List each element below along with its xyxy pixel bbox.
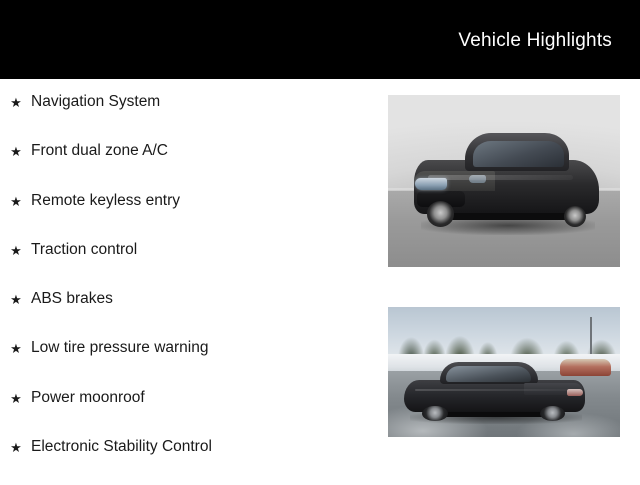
feature-label: Remote keyless entry xyxy=(31,191,181,209)
list-item xyxy=(8,140,368,189)
feature-label: Front dual zone A/C xyxy=(31,142,168,160)
list-item xyxy=(8,436,368,485)
star-bullet-icon: ★ xyxy=(10,440,22,456)
feature-label: ABS brakes xyxy=(31,290,113,308)
car-taillight xyxy=(567,389,583,396)
list-item xyxy=(8,387,368,436)
feature-label: Low tire pressure warning xyxy=(31,339,209,357)
slide-content xyxy=(0,79,640,480)
page-title: Vehicle Highlights xyxy=(458,30,612,51)
feature-label: Traction control xyxy=(31,240,138,258)
car-front-wheel xyxy=(422,406,447,422)
car-illustration xyxy=(414,133,600,229)
car-side-windows xyxy=(446,366,531,382)
star-bullet-icon: ★ xyxy=(10,95,22,110)
list-item xyxy=(8,288,368,337)
star-bullet-icon: ★ xyxy=(10,390,22,406)
feature-label: Electronic Stability Control xyxy=(31,438,212,456)
list-item xyxy=(8,239,368,288)
star-bullet-icon: ★ xyxy=(10,144,22,160)
star-bullet-icon: ★ xyxy=(10,292,22,308)
car-rocker-panel xyxy=(436,213,577,220)
car-windshield xyxy=(473,141,564,167)
star-bullet-icon: ★ xyxy=(10,193,22,209)
car-headlight-left xyxy=(415,178,447,190)
star-bullet-icon: ★ xyxy=(10,341,22,357)
header-bar xyxy=(0,0,640,79)
feature-list xyxy=(8,91,368,485)
feature-label: Power moonroof xyxy=(31,388,145,406)
feature-label: Navigation System xyxy=(31,93,161,110)
car-illustration xyxy=(404,362,585,422)
list-item xyxy=(8,91,368,140)
list-item xyxy=(8,190,368,239)
vehicle-side-profile-outdoor-photo xyxy=(388,307,620,437)
list-item xyxy=(8,337,368,386)
star-bullet-icon: ★ xyxy=(10,242,22,258)
vehicle-front-three-quarter-studio-photo xyxy=(388,95,620,267)
car-body-highlight xyxy=(428,175,573,180)
car-headlight-right xyxy=(469,175,486,183)
